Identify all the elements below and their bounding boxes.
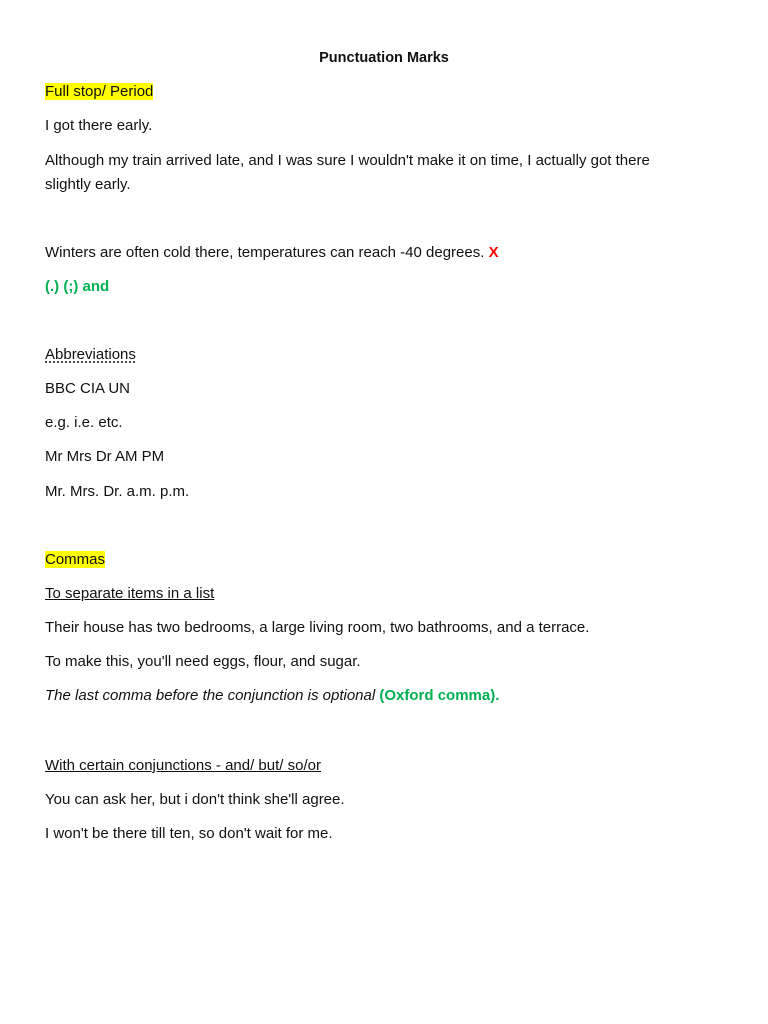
oxford-note-green: (Oxford comma). [379,687,500,704]
conjunction-example-1: You can ask her, but i don't think she'll agree. [45,791,345,808]
oxford-comma-note [45,686,499,706]
list-subheading-text: To separate items in a list [45,585,215,602]
list-subheading [45,584,214,604]
full-stop-heading-text: Full stop/ Period [45,83,154,100]
abbreviation-item: Mr Mrs Dr AM PM [45,448,165,465]
abbreviation-item: e.g. i.e. etc. [45,414,123,431]
abbreviations-heading-text: Abbreviations [45,346,136,363]
conjunction-example-2: I won't be there till ten, so don't wait for me. [45,825,333,842]
abbreviation-item: Mr. Mrs. Dr. a.m. p.m. [45,483,190,500]
list-example-2: To make this, you'll need eggs, flour, and sugar. [45,653,361,670]
full-stop-heading [45,82,153,102]
fix-options: (.) (;) and [45,278,110,295]
abbreviation-item: BBC CIA UN [45,380,131,397]
abbreviations-heading [45,345,136,365]
commas-heading [45,550,105,570]
page-title: Punctuation Marks [319,50,449,66]
conjunctions-subheading-text: With certain conjunctions - and/ but/ so/or [45,757,321,774]
wrong-mark: X [488,244,499,261]
full-stop-wrong-example [45,243,499,263]
list-example-1: Their house has two bedrooms, a large living room, two bathrooms, and a terrace. [45,619,590,636]
commas-heading-text: Commas [45,551,106,568]
full-stop-example-2-line-1: Although my train arrived late, and I was sure I wouldn't make it on time, I actually got there [45,152,650,169]
oxford-note-italic: The last comma before the conjunction is optional [45,687,376,704]
conjunctions-subheading [45,756,321,776]
full-stop-example-2-line-2: slightly early. [45,176,131,193]
full-stop-example-1: I got there early. [45,117,153,134]
wrong-example-text: Winters are often cold there, temperatures can reach -40 degrees. [45,244,485,261]
